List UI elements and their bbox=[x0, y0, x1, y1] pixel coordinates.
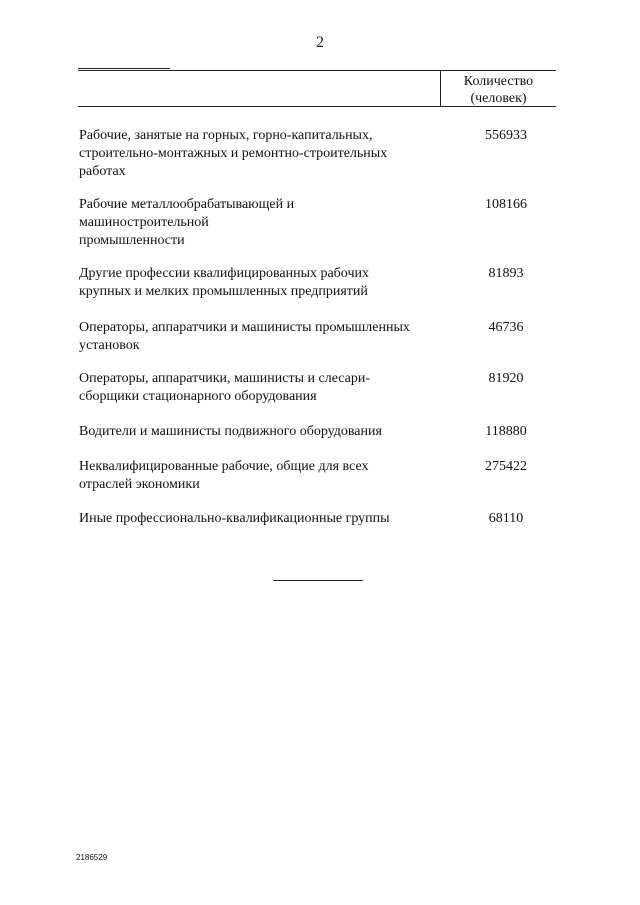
row-label bbox=[79, 127, 434, 181]
row-value: 46736 bbox=[488, 320, 524, 335]
row-label bbox=[79, 510, 434, 528]
row-label-line: Операторы, аппаратчики и машинисты промышленных bbox=[79, 320, 410, 335]
row-label-line: промышленности bbox=[79, 233, 185, 248]
row-label-line: Иные профессионально-квалификационные группы bbox=[79, 511, 390, 526]
row-label-line: работах bbox=[79, 164, 126, 179]
column-header-quantity bbox=[441, 73, 556, 107]
row-label-line: Водители и машинисты подвижного оборудования bbox=[79, 424, 382, 439]
table-header-top-rule bbox=[78, 70, 556, 71]
row-label-line: крупных и мелких промышленных предприятий bbox=[79, 284, 368, 299]
row-value: 108166 bbox=[485, 197, 527, 212]
row-label-line: Другие профессии квалифицированных рабочих bbox=[79, 266, 369, 281]
row-label-line: Неквалифицированные рабочие, общие для всех bbox=[79, 459, 369, 474]
row-label-line: установок bbox=[79, 338, 140, 353]
row-label bbox=[79, 196, 434, 250]
document-code: 2186529 bbox=[76, 853, 108, 862]
row-label bbox=[79, 458, 434, 494]
end-of-document-rule bbox=[273, 580, 363, 581]
row-label bbox=[79, 265, 434, 301]
row-value: 68110 bbox=[488, 511, 524, 526]
row-label bbox=[79, 319, 434, 355]
row-label bbox=[79, 370, 434, 406]
page-number: 2 bbox=[316, 34, 324, 51]
row-value: 556933 bbox=[485, 128, 527, 143]
row-label-line: отраслей экономики bbox=[79, 477, 200, 492]
column-header-line: (человек) bbox=[470, 91, 527, 106]
row-value: 118880 bbox=[485, 424, 527, 439]
row-label-line: Рабочие металлообрабатывающей и bbox=[79, 197, 295, 212]
table-header-top-rule-short bbox=[78, 68, 170, 69]
row-label-line: машиностроительной bbox=[79, 215, 209, 230]
row-value: 81920 bbox=[488, 371, 524, 386]
row-value: 275422 bbox=[485, 459, 527, 474]
row-label-line: сборщики стационарного оборудования bbox=[79, 389, 317, 404]
row-value: 81893 bbox=[488, 266, 524, 281]
column-header-line: Количество bbox=[463, 74, 534, 89]
row-label-line: Рабочие, занятые на горных, горно-капитальных, bbox=[79, 128, 373, 143]
row-label-line: Операторы, аппаратчики, машинисты и слесари- bbox=[79, 371, 371, 386]
row-label bbox=[79, 423, 434, 441]
row-label-line: строительно-монтажных и ремонтно-строительных bbox=[79, 146, 388, 161]
